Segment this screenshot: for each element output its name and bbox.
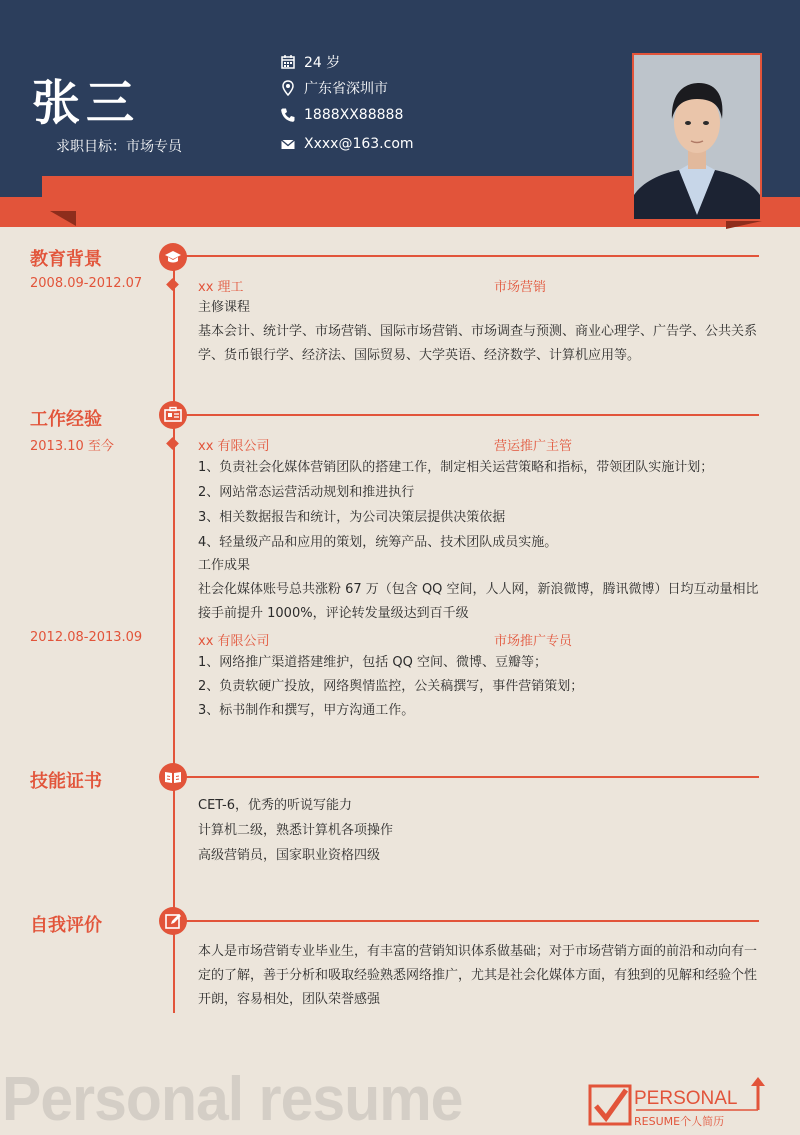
section-title-self: 自我评价: [30, 915, 102, 936]
skill-item: CET-6，优秀的听说写能力: [198, 798, 353, 813]
ribbon-fold-right: [726, 221, 762, 229]
location-pin-icon: [280, 80, 296, 96]
section-divider-self: [186, 920, 759, 922]
job-1-date: 2013.10 至今: [30, 439, 114, 454]
education-date: 2008.09-2012.07: [30, 276, 143, 291]
candidate-name: 张三: [32, 75, 141, 131]
contact-location: [280, 78, 388, 98]
skill-item: 高级营销员，国家职业资格四级: [198, 848, 381, 863]
section-divider-work: [186, 414, 759, 416]
contact-phone: [280, 107, 403, 123]
phone-icon: [280, 107, 296, 123]
section-title-work: 工作经验: [30, 409, 102, 430]
job-1-result-title: 工作成果: [198, 558, 251, 573]
job-1-duty-4: 4、轻量级产品和应用的策划，统筹产品、技术团队成员实施。: [198, 535, 558, 550]
skill-item: 计算机二级，熟悉计算机各项操作: [198, 823, 394, 838]
mail-icon: [280, 136, 296, 152]
edit-icon: [159, 907, 187, 935]
job-2-duty-2: 2、负责软硬广投放，网络舆情监控，公关稿撰写，事件营销策划；: [198, 679, 584, 694]
job-1-result: 社会化媒体账号总共涨粉 67 万（包含 QQ 空间，人人网，新浪微博，腾讯微博）日均互动量相比接手前提升 1000%，评论转发量级达到百千级: [198, 582, 759, 621]
ribbon-fold-left: [50, 211, 76, 226]
graduation-cap-icon: [159, 243, 187, 271]
job-1-title: 营运推广主管: [494, 439, 573, 454]
courses-title: 主修课程: [198, 300, 251, 315]
education-school: xx 理工: [198, 280, 244, 295]
section-title-skills: 技能证书: [30, 771, 102, 792]
briefcase-icon: [159, 401, 187, 429]
timeline-marker: [166, 278, 179, 291]
job-2-duty-1: 1、网络推广渠道搭建维护，包括 QQ 空间、微博、豆瓣等；: [198, 655, 548, 670]
self-evaluation-text: 本人是市场营销专业毕业生，有丰富的营销知识体系做基础；对于市场营销方面的前沿和动向有一定的了解，善于分析和吸取经验熟悉网络推广，尤其是社会化媒体方面，有独到的见解和经验个性开朗，容易相处，团队荣誉感强: [198, 944, 758, 1007]
watermark-text: Personal resume: [2, 1065, 463, 1134]
profile-photo: [632, 53, 762, 221]
age-text: 24 岁: [304, 55, 341, 71]
timeline-line: [173, 245, 175, 1013]
logo-text-cn: RESUME个人简历: [634, 1115, 725, 1128]
job-2-title: 市场推广专员: [494, 634, 573, 649]
job-2-company: xx 有限公司: [198, 634, 270, 649]
calendar-icon: [280, 54, 296, 70]
job-2-date: 2012.08-2013.09: [30, 630, 143, 645]
timeline-marker: [166, 437, 179, 450]
job-1-company: xx 有限公司: [198, 439, 270, 454]
section-divider-education: [186, 255, 759, 257]
logo-text-en: PERSONAL: [634, 1088, 738, 1109]
phone-text: 1888XX88888: [304, 107, 404, 123]
section-title-education: 教育背景: [30, 249, 102, 270]
job-objective: 求职目标：市场专员: [56, 139, 182, 155]
section-divider-skills: [186, 776, 759, 778]
job-1-duty-2: 2、网站常态运营活动规划和推进执行: [198, 485, 415, 500]
portrait-image: [634, 55, 760, 219]
contact-email: [280, 136, 414, 152]
job-2-duty-3: 3、标书制作和撰写，甲方沟通工作。: [198, 703, 415, 718]
job-1-duty-1: 1、负责社会化媒体营销团队的搭建工作，制定相关运营策略和指标，带领团队实施计划；: [198, 460, 714, 475]
book-icon: [159, 763, 187, 791]
job-1-duty-3: 3、相关数据报告和统计，为公司决策层提供决策依据: [198, 510, 506, 525]
courses-list: 基本会计、统计学、市场营销、国际市场营销、市场调查与预测、商业心理学、广告学、公共关系学、货币银行学、经济法、国际贸易、大学英语、经济数学、计算机应用等。: [198, 324, 758, 363]
location-text: 广东省深圳市: [304, 81, 388, 97]
education-major: 市场营销: [494, 280, 547, 295]
email-text: Xxxx@163.com: [304, 136, 414, 152]
contact-age: [280, 52, 340, 72]
